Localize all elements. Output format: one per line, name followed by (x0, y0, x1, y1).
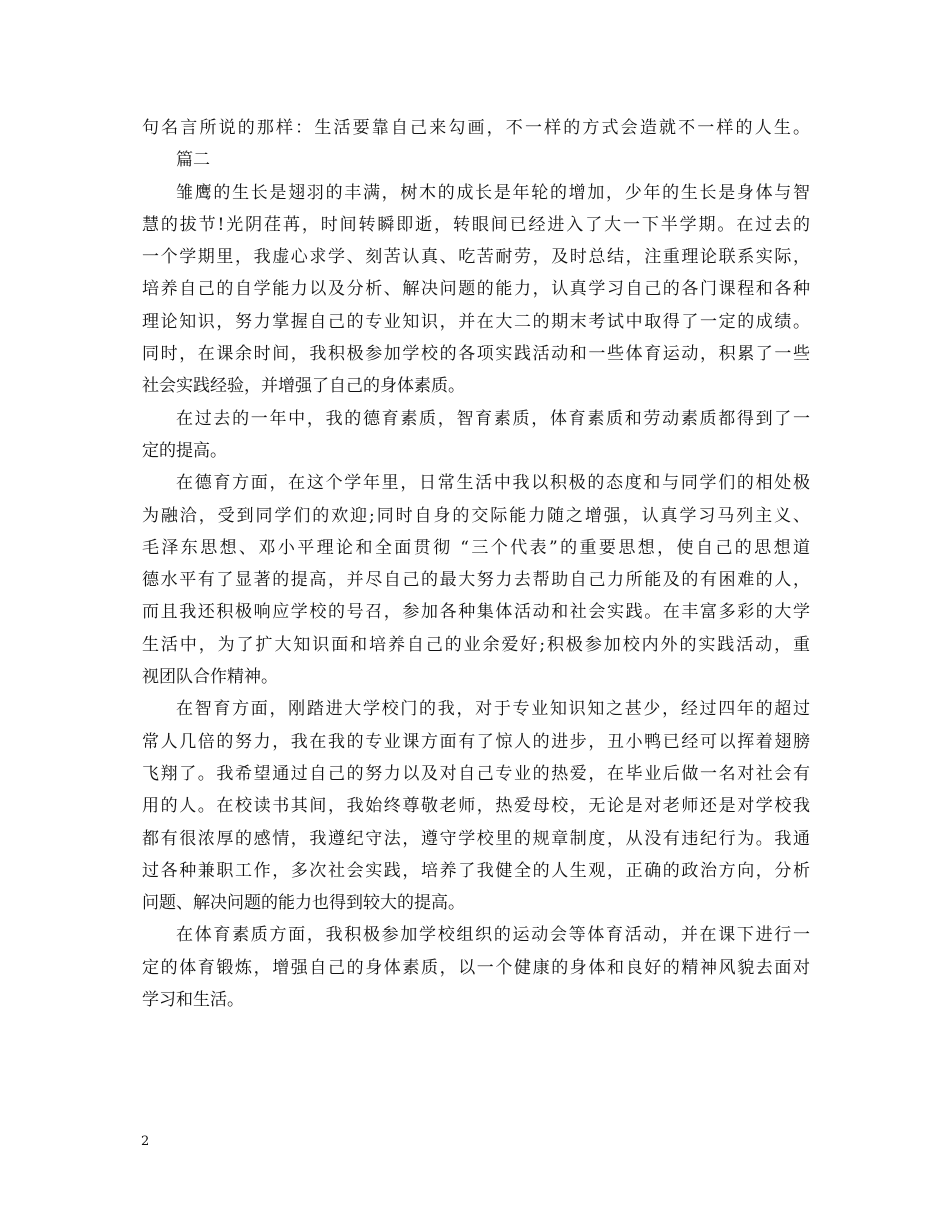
text-line: 理论知识，努力掌握自己的专业知识，并在大二的期末考试中取得了一定的成绩。 (142, 311, 810, 332)
text-line: 生活中，为了扩大知识面和培养自己的业余爱好;积极参加校内外的实践活动，重 (142, 634, 810, 655)
text-line: 句名言所说的那样：生活要靠自己来勾画，不一样的方式会造就不一样的人生。 (142, 118, 810, 138)
text-line: 在体育素质方面，我积极参加学校组织的运动会等体育活动，并在课下进行一 (176, 925, 810, 946)
text-line: 常人几倍的努力，我在我的专业课方面有了惊人的进步，丑小鸭已经可以挥着翅膀 (142, 731, 810, 752)
text-line: 问题、解决问题的能力也得到较大的提高。 (142, 893, 465, 914)
text-line: 用的人。在校读书其间，我始终尊敬老师，热爱母校，无论是对老师还是对学校我 (142, 796, 810, 817)
text-line: 一个学期里，我虚心求学、刻苦认真、吃苦耐劳，及时总结，注重理论联系实际， (142, 247, 810, 268)
text-line: 德水平有了显著的提高，并尽自己的最大努力去帮助自己力所能及的有困难的人， (142, 570, 810, 591)
page-number: 2 (141, 1134, 150, 1149)
text-line: 定的提高。 (142, 440, 227, 461)
body-text (142, 112, 810, 1016)
text-line: 雏鹰的生长是翅羽的丰满，树木的成长是年轮的增加，少年的生长是身体与智 (176, 182, 810, 203)
text-line: 在智育方面，刚踏进大学校门的我，对于专业知识知之甚少，经过四年的超过 (176, 699, 810, 720)
text-line: 都有很浓厚的感情，我遵纪守法，遵守学校里的规章制度，从没有违纪行为。我通 (142, 828, 810, 849)
text-line: 飞翔了。我希望通过自己的努力以及对自己专业的热爱，在毕业后做一名对社会有 (142, 763, 810, 784)
text-line: 视团队合作精神。 (142, 667, 278, 688)
text-line: 同时，在课余时间，我积极参加学校的各项实践活动和一些体育运动，积累了一些 (142, 344, 810, 365)
text-line: 学习和生活。 (142, 990, 244, 1011)
section-heading: 篇二 (176, 150, 210, 171)
text-line: 社会实践经验，并增强了自己的身体素质。 (142, 376, 465, 397)
text-line: 在德育方面，在这个学年里，日常生活中我以积极的态度和与同学们的相处极 (176, 473, 810, 494)
text-line: 过各种兼职工作，多次社会实践，培养了我健全的人生观，正确的政治方向，分析 (142, 860, 810, 881)
text-line: 慧的拔节!光阴荏苒，时间转瞬即逝，转眼间已经进入了大一下半学期。在过去的 (142, 214, 810, 235)
text-line: 为融洽，受到同学们的欢迎;同时自身的交际能力随之增强，认真学习马列主义、 (142, 505, 810, 526)
text-line: 定的体育锻炼，增强自己的身体素质，以一个健康的身体和良好的精神风貌去面对 (142, 957, 810, 978)
text-line: 培养自己的自学能力以及分析、解决问题的能力，认真学习自己的各门课程和各种 (142, 279, 810, 300)
text-line: 而且我还积极响应学校的号召，参加各种集体活动和社会实践。在丰富多彩的大学 (142, 602, 810, 623)
text-line: 在过去的一年中，我的德育素质，智育素质，体育素质和劳动素质都得到了一 (176, 408, 810, 429)
text-line: 毛泽东思想、邓小平理论和全面贯彻 “三个代表”的重要思想，使自己的思想道 (142, 537, 810, 558)
